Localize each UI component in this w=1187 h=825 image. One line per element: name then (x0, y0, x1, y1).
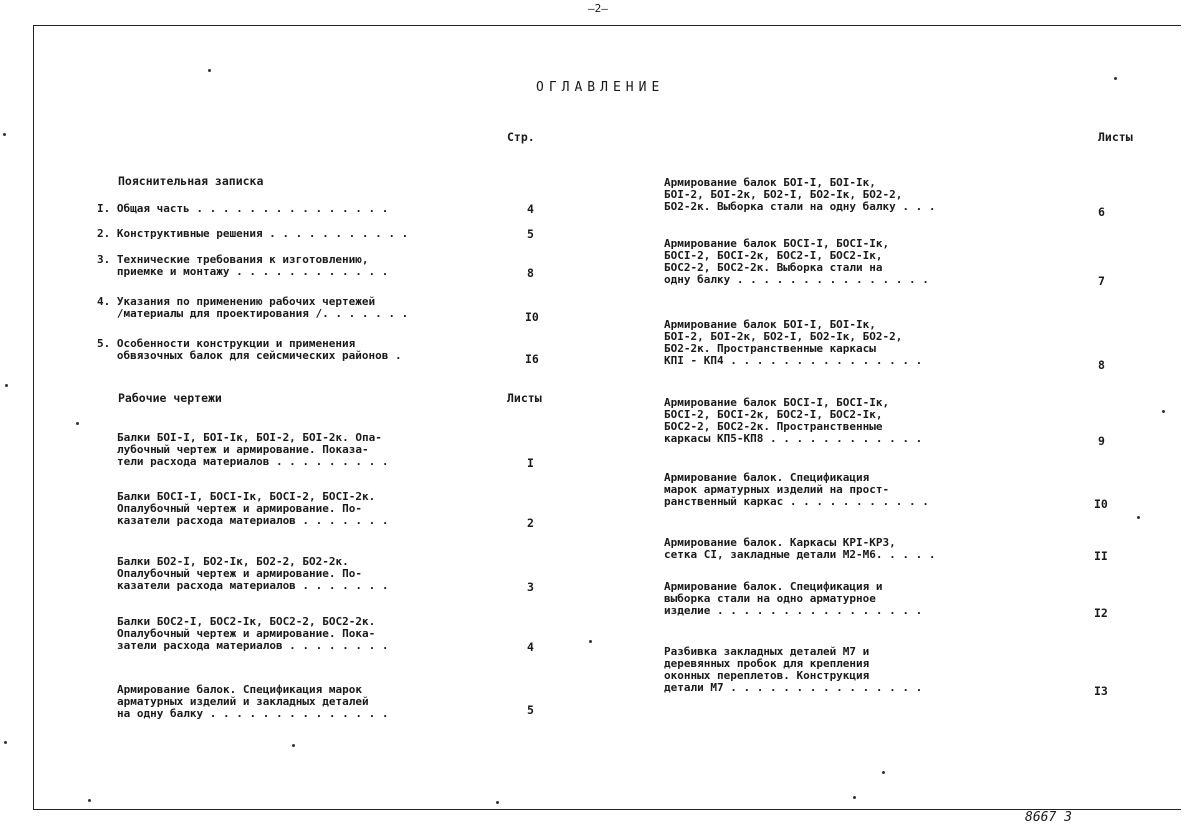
toc-page-note-1: 4 (527, 202, 534, 216)
toc-entry-note-4: 4. Указания по применению рабочих чертежей /материалы для проектирования /. . . . . . . (97, 295, 409, 320)
scan-speck (1114, 77, 1117, 80)
toc-page-note-2: 5 (527, 227, 534, 241)
sheets-column-header-left: Листы (507, 391, 542, 405)
toc-entry-right-2: Армирование балок БОСI-I, БОСI-Iк, БОСI-2, БОСI-2к, БОС2-I, БОС2-Iк, БОС2-2, БОС2-2к. Выборка стали на одну балку . . . . . . . . . . . . . . . (664, 237, 929, 286)
scan-speck (5, 384, 8, 387)
toc-entry-right-7: Армирование балок. Спецификация и выборка стали на одно арматурное изделие . . . . . . . . . . . . . . . . (664, 580, 923, 617)
toc-entry-right-5: Армирование балок. Спецификация марок арматурных изделий на прост- ранственный каркас . . . . . . . . . . . (664, 471, 929, 508)
toc-page-drawing-5: 5 (527, 703, 534, 717)
toc-page-right-4: 9 (1098, 434, 1105, 448)
toc-entry-note-5: 5. Особенности конструкции и применения обвязочных балок для сейсмических районов . (97, 337, 402, 362)
toc-page-drawing-3: 3 (527, 580, 534, 594)
toc-entry-note-2: 2. Конструктивные решения . . . . . . . . . . . (97, 227, 409, 240)
scan-speck (3, 133, 6, 136)
toc-entry-right-4: Армирование балок БОСI-I, БОСI-Iк, БОСI-2, БОСI-2к, БОС2-I, БОС2-Iк, БОС2-2, БОС2-2к. Пространственные каркасы КП5-КП8 . . . . . . . . . . . . (664, 396, 923, 445)
footer-number: 8667 3 (1025, 810, 1072, 825)
toc-entry-right-1: Армирование балок БОI-I, БОI-Iк, БОI-2, БОI-2к, БО2-I, БО2-Iк, БО2-2, БО2-2к. Выборка стали на одну балку . . . (664, 176, 936, 213)
toc-page-note-5: I6 (525, 352, 539, 366)
document-title: ОГЛАВЛЕНИЕ (536, 80, 665, 95)
section-title-explanatory-note: Пояснительная записка (118, 174, 264, 188)
scan-speck (589, 640, 592, 643)
toc-page-drawing-1: I (527, 456, 534, 470)
toc-page-right-7: I2 (1094, 606, 1108, 620)
toc-entry-note-1: I. Общая часть . . . . . . . . . . . . . . . (97, 202, 389, 215)
toc-page-drawing-4: 4 (527, 640, 534, 654)
toc-page-right-1: 6 (1098, 205, 1105, 219)
scan-speck (882, 771, 885, 774)
toc-entry-right-6: Армирование балок. Каркасы КРI-КР3, сетка СI, закладные детали М2-М6. . . . . (664, 536, 936, 561)
toc-entry-drawing-4: Балки БОС2-I, БОС2-Iк, БОС2-2, БОС2-2к. Опалубочный чертеж и армирование. Пока- затели расхода материалов . . . . . . . . (117, 615, 389, 652)
toc-entry-right-3: Армирование балок БОI-I, БОI-Iк, БОI-2, БОI-2к, БО2-I, БО2-Iк, БО2-2, БО2-2к. Пространственные каркасы КПI - КП4 . . . . . . . . . . . . . . . (664, 318, 923, 367)
sheets-column-header-right: Листы (1098, 130, 1133, 144)
toc-page-note-4: I0 (525, 310, 539, 324)
toc-page-right-8: I3 (1094, 684, 1108, 698)
scan-speck (4, 741, 7, 744)
toc-entry-note-3: 3. Технические требования к изготовлению, приемке и монтажу . . . . . . . . . . . . (97, 253, 389, 278)
page-column-header: Стр. (507, 130, 535, 144)
scan-speck (292, 744, 295, 747)
toc-entry-right-8: Разбивка закладных деталей М7 и деревянных пробок для крепления оконных переплетов. Конструкция детали М7 . . . . . . . . . . . . . . . (664, 645, 923, 694)
toc-page-right-5: I0 (1094, 497, 1108, 511)
scan-speck (496, 801, 499, 804)
scan-speck (76, 422, 79, 425)
toc-entry-drawing-3: Балки БО2-I, БО2-Iк, БО2-2, БО2-2к. Опалубочный чертеж и армирование. По- казатели расхода материалов . . . . . . . (117, 555, 389, 592)
toc-entry-drawing-1: Балки БОI-I, БОI-Iк, БОI-2, БОI-2к. Опа- лубочный чертеж и армирование. Показа- тели расхода материалов . . . . . . . . . (117, 431, 389, 468)
scan-speck (853, 796, 856, 799)
page-number-top: —2— (588, 2, 608, 15)
toc-page-right-2: 7 (1098, 274, 1105, 288)
toc-page-note-3: 8 (527, 266, 534, 280)
section-title-working-drawings: Рабочие чертежи (118, 391, 222, 405)
scan-speck (1137, 516, 1140, 519)
toc-page-right-6: II (1094, 549, 1108, 563)
toc-page-right-3: 8 (1098, 358, 1105, 372)
scan-speck (1162, 410, 1165, 413)
toc-page-drawing-2: 2 (527, 516, 534, 530)
scan-speck (208, 69, 211, 72)
scan-speck (88, 799, 91, 802)
toc-entry-drawing-5: Армирование балок. Спецификация марок арматурных изделий и закладных деталей на одну балку . . . . . . . . . . . . . . (117, 683, 389, 720)
toc-entry-drawing-2: Балки БОСI-I, БОСI-Iк, БОСI-2, БОСI-2к. Опалубочный чертеж и армирование. По- казатели расхода материалов . . . . . . . (117, 490, 389, 527)
